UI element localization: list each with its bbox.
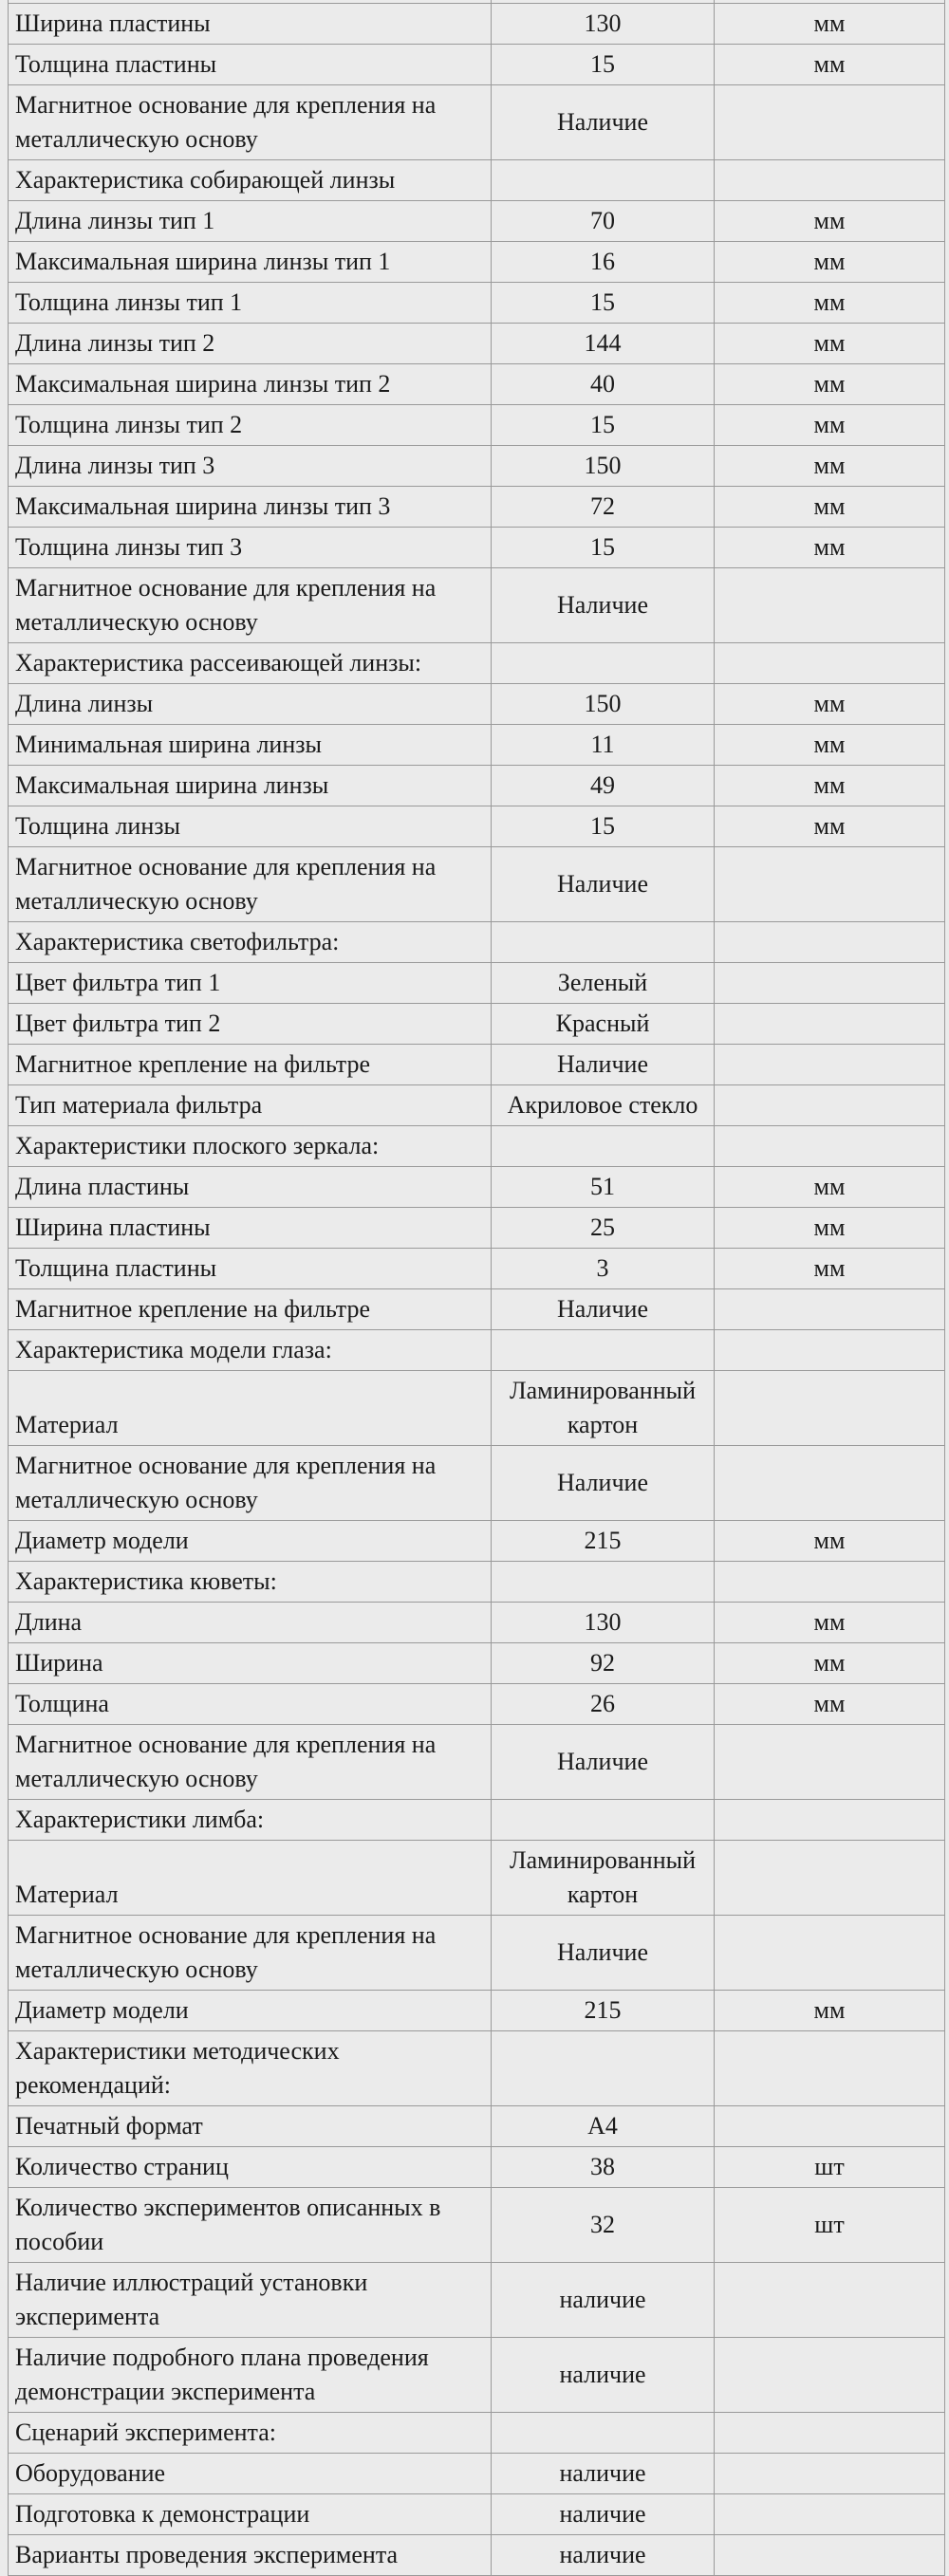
table-row bbox=[9, 528, 945, 568]
unit-cell bbox=[715, 85, 945, 160]
parameter-value-cell: Красный bbox=[492, 1004, 715, 1045]
parameter-name-cell: Подготовка к демонстрации bbox=[9, 2494, 492, 2535]
parameter-name-cell: Тип материала фильтра bbox=[9, 1085, 492, 1126]
parameter-name-cell: Максимальная ширина линзы тип 2 bbox=[9, 364, 492, 405]
parameter-name-cell: Характеристика кюветы: bbox=[9, 1562, 492, 1603]
table-row bbox=[9, 242, 945, 283]
table-row bbox=[9, 1371, 945, 1446]
parameter-value-cell: 38 bbox=[492, 2147, 715, 2188]
unit-cell: мм bbox=[715, 1643, 945, 1684]
parameter-name-cell: Характеристики методических рекомендаций: bbox=[9, 2031, 492, 2106]
unit-cell: мм bbox=[715, 1208, 945, 1249]
unit-cell bbox=[715, 1562, 945, 1603]
parameter-value-cell: Наличие bbox=[492, 1045, 715, 1085]
unit-cell bbox=[715, 1446, 945, 1521]
unit-cell: мм bbox=[715, 528, 945, 568]
unit-cell bbox=[715, 1371, 945, 1446]
parameter-value-cell: 92 bbox=[492, 1643, 715, 1684]
parameter-name-cell: Материал bbox=[9, 1841, 492, 1916]
unit-cell bbox=[715, 2106, 945, 2147]
unit-cell: мм bbox=[715, 283, 945, 324]
parameter-name-cell: Толщина пластины bbox=[9, 45, 492, 85]
parameter-value-cell: Наличие bbox=[492, 1916, 715, 1991]
parameter-value-cell bbox=[492, 2413, 715, 2454]
parameter-value-cell: 215 bbox=[492, 1521, 715, 1562]
parameter-name-cell: Длина линзы тип 1 bbox=[9, 201, 492, 242]
unit-cell bbox=[715, 922, 945, 963]
unit-cell: мм bbox=[715, 806, 945, 847]
table-row bbox=[9, 847, 945, 922]
unit-cell: мм bbox=[715, 766, 945, 806]
unit-cell: мм bbox=[715, 1167, 945, 1208]
parameter-value-cell bbox=[492, 160, 715, 201]
parameter-value-cell: 49 bbox=[492, 766, 715, 806]
unit-cell: мм bbox=[715, 1991, 945, 2031]
parameter-value-cell: 150 bbox=[492, 684, 715, 725]
parameter-name-cell: Характеристики лимба: bbox=[9, 1800, 492, 1841]
table-row bbox=[9, 2188, 945, 2263]
table-row bbox=[9, 4, 945, 45]
parameter-value-cell: наличие bbox=[492, 2494, 715, 2535]
table-row bbox=[9, 1289, 945, 1330]
table-row bbox=[9, 2106, 945, 2147]
unit-cell: шт bbox=[715, 2147, 945, 2188]
parameter-value-cell bbox=[492, 643, 715, 684]
table-row bbox=[9, 2494, 945, 2535]
table-row bbox=[9, 1004, 945, 1045]
parameter-name-cell: Магнитное основание для крепления на металлическую основу bbox=[9, 1916, 492, 1991]
table-row bbox=[9, 766, 945, 806]
parameter-value-cell: Ламинированный картон bbox=[492, 1371, 715, 1446]
unit-cell bbox=[715, 1004, 945, 1045]
parameter-name-cell: Толщина линзы тип 2 bbox=[9, 405, 492, 446]
parameter-value-cell: наличие bbox=[492, 2338, 715, 2413]
unit-cell bbox=[715, 1330, 945, 1371]
section-header-row bbox=[9, 922, 945, 963]
table-row bbox=[9, 1916, 945, 1991]
unit-cell: мм bbox=[715, 725, 945, 766]
parameter-name-cell: Магнитное основание для крепления на металлическую основу bbox=[9, 85, 492, 160]
parameter-value-cell: 15 bbox=[492, 806, 715, 847]
table-row bbox=[9, 85, 945, 160]
unit-cell bbox=[715, 2413, 945, 2454]
parameter-value-cell bbox=[492, 1330, 715, 1371]
parameter-value-cell: Наличие bbox=[492, 85, 715, 160]
parameter-name-cell: Длина линзы тип 3 bbox=[9, 446, 492, 487]
parameter-name-cell: Длина bbox=[9, 1603, 492, 1643]
parameter-value-cell: наличие bbox=[492, 2535, 715, 2576]
parameter-name-cell: Магнитное крепление на фильтре bbox=[9, 1045, 492, 1085]
parameter-name-cell: Материал bbox=[9, 1371, 492, 1446]
parameter-name-cell: Характеристика рассеивающей линзы: bbox=[9, 643, 492, 684]
unit-cell bbox=[715, 1126, 945, 1167]
parameter-name-cell: Магнитное основание для крепления на металлическую основу bbox=[9, 568, 492, 643]
table-row bbox=[9, 1446, 945, 1521]
table-row bbox=[9, 1643, 945, 1684]
parameter-value-cell: 16 bbox=[492, 242, 715, 283]
parameter-name-cell: Ширина пластины bbox=[9, 1208, 492, 1249]
parameter-name-cell: Печатный формат bbox=[9, 2106, 492, 2147]
unit-cell bbox=[715, 2535, 945, 2576]
parameter-name-cell: Количество экспериментов описанных в пособии bbox=[9, 2188, 492, 2263]
unit-cell: мм bbox=[715, 201, 945, 242]
table-row bbox=[9, 806, 945, 847]
parameter-name-cell: Оборудование bbox=[9, 2454, 492, 2494]
spec-table-body bbox=[9, 0, 945, 2576]
unit-cell bbox=[715, 2454, 945, 2494]
table-row bbox=[9, 684, 945, 725]
table-row bbox=[9, 1045, 945, 1085]
section-header-row bbox=[9, 1126, 945, 1167]
parameter-value-cell bbox=[492, 1126, 715, 1167]
parameter-value-cell: Зеленый bbox=[492, 963, 715, 1004]
unit-cell: мм bbox=[715, 4, 945, 45]
unit-cell bbox=[715, 2031, 945, 2106]
table-row bbox=[9, 1725, 945, 1800]
unit-cell bbox=[715, 1725, 945, 1800]
parameter-value-cell: 11 bbox=[492, 725, 715, 766]
unit-cell bbox=[715, 847, 945, 922]
table-row bbox=[9, 1085, 945, 1126]
parameter-value-cell: 144 bbox=[492, 324, 715, 364]
table-row bbox=[9, 1249, 945, 1289]
parameter-value-cell: Наличие bbox=[492, 1725, 715, 1800]
parameter-value-cell: Акриловое стекло bbox=[492, 1085, 715, 1126]
parameter-value-cell bbox=[492, 922, 715, 963]
unit-cell: мм bbox=[715, 684, 945, 725]
parameter-value-cell: 15 bbox=[492, 45, 715, 85]
unit-cell: мм bbox=[715, 324, 945, 364]
parameter-name-cell: Максимальная ширина линзы тип 1 bbox=[9, 242, 492, 283]
parameter-name-cell: Наличие подробного плана проведения демонстрации эксперимента bbox=[9, 2338, 492, 2413]
parameter-name-cell: Максимальная ширина линзы bbox=[9, 766, 492, 806]
table-row bbox=[9, 2338, 945, 2413]
parameter-value-cell bbox=[492, 1800, 715, 1841]
unit-cell: мм bbox=[715, 1684, 945, 1725]
parameter-value-cell: 130 bbox=[492, 1603, 715, 1643]
unit-cell: мм bbox=[715, 446, 945, 487]
parameter-name-cell: Цвет фильтра тип 2 bbox=[9, 1004, 492, 1045]
parameter-value-cell: 15 bbox=[492, 528, 715, 568]
parameter-value-cell: 150 bbox=[492, 446, 715, 487]
unit-cell: мм bbox=[715, 1249, 945, 1289]
parameter-value-cell: 51 bbox=[492, 1167, 715, 1208]
table-row bbox=[9, 364, 945, 405]
table-row bbox=[9, 963, 945, 1004]
table-row bbox=[9, 2147, 945, 2188]
parameter-value-cell: А4 bbox=[492, 2106, 715, 2147]
table-row bbox=[9, 2454, 945, 2494]
parameter-name-cell: Длина линзы тип 2 bbox=[9, 324, 492, 364]
table-row bbox=[9, 324, 945, 364]
unit-cell bbox=[715, 643, 945, 684]
table-row bbox=[9, 1841, 945, 1916]
table-row bbox=[9, 1603, 945, 1643]
table-row bbox=[9, 283, 945, 324]
unit-cell bbox=[715, 1289, 945, 1330]
unit-cell: мм bbox=[715, 242, 945, 283]
parameter-value-cell: 15 bbox=[492, 283, 715, 324]
parameter-name-cell: Наличие иллюстраций установки эксперимента bbox=[9, 2263, 492, 2338]
table-row bbox=[9, 1208, 945, 1249]
spec-table bbox=[8, 0, 945, 2576]
unit-cell bbox=[715, 568, 945, 643]
parameter-name-cell: Длина пластины bbox=[9, 1167, 492, 1208]
section-header-row bbox=[9, 1330, 945, 1371]
parameter-name-cell: Максимальная ширина линзы тип 3 bbox=[9, 487, 492, 528]
table-row bbox=[9, 725, 945, 766]
parameter-name-cell: Цвет фильтра тип 1 bbox=[9, 963, 492, 1004]
parameter-value-cell bbox=[492, 2031, 715, 2106]
parameter-name-cell: Варианты проведения эксперимента bbox=[9, 2535, 492, 2576]
table-row bbox=[9, 568, 945, 643]
parameter-value-cell: 32 bbox=[492, 2188, 715, 2263]
unit-cell: мм bbox=[715, 405, 945, 446]
unit-cell: мм bbox=[715, 1521, 945, 1562]
section-header-row bbox=[9, 1562, 945, 1603]
unit-cell bbox=[715, 1800, 945, 1841]
parameter-value-cell: Наличие bbox=[492, 1446, 715, 1521]
parameter-name-cell: Длина линзы bbox=[9, 684, 492, 725]
parameter-name-cell: Ширина пластины bbox=[9, 4, 492, 45]
table-row bbox=[9, 405, 945, 446]
parameter-name-cell: Сценарий эксперимента: bbox=[9, 2413, 492, 2454]
table-row bbox=[9, 487, 945, 528]
unit-cell bbox=[715, 1916, 945, 1991]
unit-cell bbox=[715, 1841, 945, 1916]
parameter-value-cell: 130 bbox=[492, 4, 715, 45]
parameter-name-cell: Толщина пластины bbox=[9, 1249, 492, 1289]
unit-cell bbox=[715, 2263, 945, 2338]
parameter-name-cell: Толщина линзы bbox=[9, 806, 492, 847]
section-header-row bbox=[9, 643, 945, 684]
parameter-name-cell: Количество страниц bbox=[9, 2147, 492, 2188]
section-header-row bbox=[9, 1800, 945, 1841]
parameter-value-cell: 25 bbox=[492, 1208, 715, 1249]
parameter-name-cell: Ширина bbox=[9, 1643, 492, 1684]
table-row bbox=[9, 1521, 945, 1562]
parameter-name-cell: Магнитное крепление на фильтре bbox=[9, 1289, 492, 1330]
table-row bbox=[9, 1684, 945, 1725]
parameter-value-cell: Наличие bbox=[492, 568, 715, 643]
parameter-name-cell: Минимальная ширина линзы bbox=[9, 725, 492, 766]
parameter-value-cell: 40 bbox=[492, 364, 715, 405]
unit-cell bbox=[715, 2338, 945, 2413]
table-row bbox=[9, 1991, 945, 2031]
unit-cell: мм bbox=[715, 487, 945, 528]
parameter-name-cell: Диаметр модели bbox=[9, 1991, 492, 2031]
table-row bbox=[9, 45, 945, 85]
unit-cell bbox=[715, 963, 945, 1004]
parameter-value-cell: 72 bbox=[492, 487, 715, 528]
section-header-row bbox=[9, 2413, 945, 2454]
unit-cell bbox=[715, 1085, 945, 1126]
parameter-name-cell: Толщина линзы тип 1 bbox=[9, 283, 492, 324]
parameter-name-cell: Характеристика светофильтра: bbox=[9, 922, 492, 963]
section-header-row bbox=[9, 2031, 945, 2106]
table-row bbox=[9, 2535, 945, 2576]
unit-cell bbox=[715, 2494, 945, 2535]
parameter-value-cell: наличие bbox=[492, 2454, 715, 2494]
parameter-name-cell: Толщина bbox=[9, 1684, 492, 1725]
parameter-value-cell: Ламинированный картон bbox=[492, 1841, 715, 1916]
parameter-name-cell: Магнитное основание для крепления на металлическую основу bbox=[9, 847, 492, 922]
parameter-name-cell: Магнитное основание для крепления на металлическую основу bbox=[9, 1446, 492, 1521]
parameter-value-cell: Наличие bbox=[492, 1289, 715, 1330]
unit-cell: мм bbox=[715, 364, 945, 405]
parameter-value-cell bbox=[492, 1562, 715, 1603]
table-row bbox=[9, 1167, 945, 1208]
parameter-value-cell: 26 bbox=[492, 1684, 715, 1725]
parameter-name-cell: Характеристика модели глаза: bbox=[9, 1330, 492, 1371]
parameter-value-cell: 215 bbox=[492, 1991, 715, 2031]
parameter-name-cell: Диаметр модели bbox=[9, 1521, 492, 1562]
table-row bbox=[9, 446, 945, 487]
parameter-name-cell: Магнитное основание для крепления на металлическую основу bbox=[9, 1725, 492, 1800]
parameter-value-cell: 70 bbox=[492, 201, 715, 242]
unit-cell: шт bbox=[715, 2188, 945, 2263]
parameter-value-cell: Наличие bbox=[492, 847, 715, 922]
parameter-value-cell: 3 bbox=[492, 1249, 715, 1289]
parameter-name-cell: Характеристики плоского зеркала: bbox=[9, 1126, 492, 1167]
parameter-value-cell: наличие bbox=[492, 2263, 715, 2338]
unit-cell bbox=[715, 160, 945, 201]
parameter-value-cell: 15 bbox=[492, 405, 715, 446]
section-header-row bbox=[9, 160, 945, 201]
parameter-name-cell: Характеристика собирающей линзы bbox=[9, 160, 492, 201]
unit-cell: мм bbox=[715, 1603, 945, 1643]
unit-cell bbox=[715, 1045, 945, 1085]
parameter-name-cell: Толщина линзы тип 3 bbox=[9, 528, 492, 568]
unit-cell: мм bbox=[715, 45, 945, 85]
table-row bbox=[9, 2263, 945, 2338]
table-row bbox=[9, 201, 945, 242]
